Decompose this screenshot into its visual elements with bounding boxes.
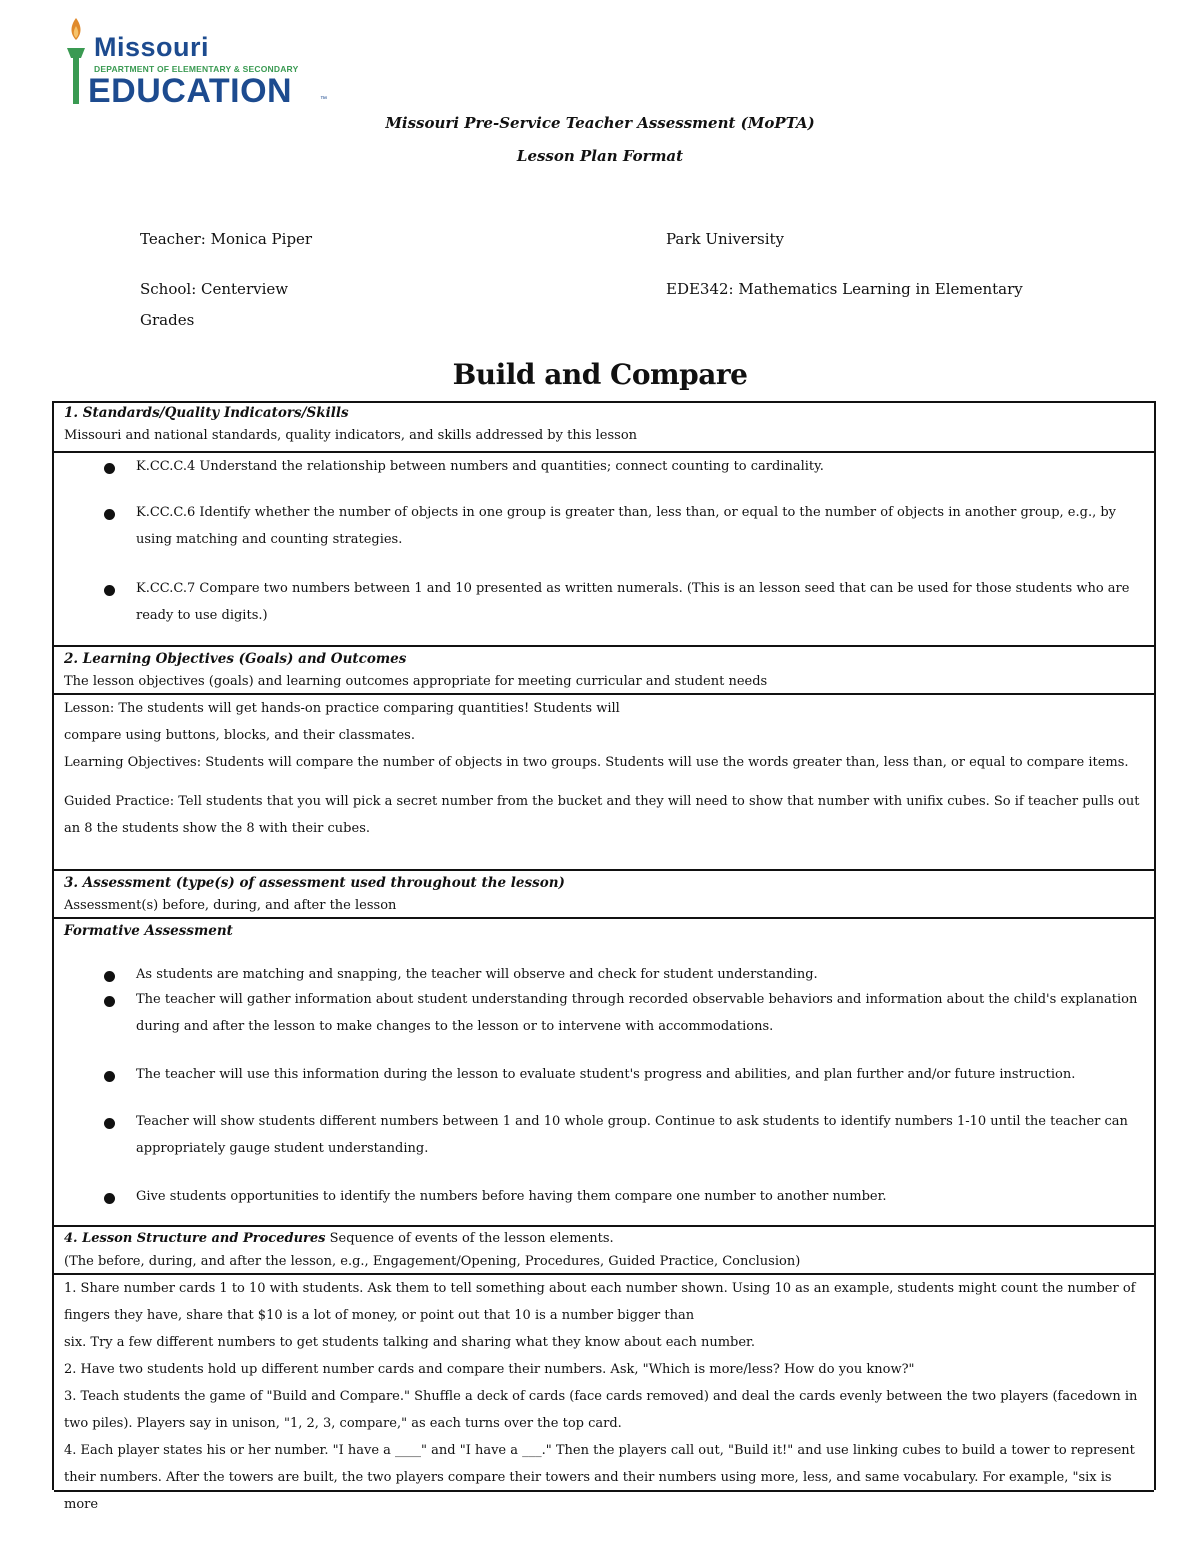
logo-trademark: ™ xyxy=(320,96,327,103)
bullet-icon xyxy=(104,1193,115,1204)
document-header-title: Missouri Pre-Service Teacher Assessment (MoPTA) xyxy=(385,114,815,132)
list-item-text: K.CC.C.7 Compare two numbers between 1 and 10 presented as written numerals. (This is an lesson seed that can be used for those students who are ready to use digits.) xyxy=(136,581,1130,623)
lesson-plan-table xyxy=(52,401,1156,1512)
section-subheading: Missouri and national standards, quality indicators, and skills addressed by this lesson xyxy=(64,428,638,443)
section-heading-rest: Sequence of events of the lesson elements. xyxy=(325,1231,614,1246)
paragraph: 4. Each player states his or her number. "I have a ____" and "I have a ___." Then the players call out, "Build it!" and use linking cubes to build a tower to represent their numbers. After the towers are built, the two players compare their towers and their numbers using more, less, and same vocabulary. For example, "six is more xyxy=(64,1443,1135,1512)
section-heading: 4. Lesson Structure and Procedures xyxy=(64,1231,326,1246)
section-2-header xyxy=(54,645,1154,695)
section-3-header xyxy=(54,869,1154,919)
list-item-text: The teacher will gather information about student understanding through recorded observable behaviors and information about the child's explanation during and after the lesson to make changes to the lesson or to intervene with accommodations. xyxy=(136,992,1138,1034)
document-header-subtitle: Lesson Plan Format xyxy=(516,147,684,165)
section-1-header xyxy=(54,401,1154,453)
section-1-body xyxy=(54,451,1154,647)
lesson-title: Build and Compare xyxy=(452,358,748,391)
paragraph: 2. Have two students hold up different number cards and compare their numbers. Ask, "Which is more/less? How do you know?" xyxy=(64,1362,915,1377)
grades-label: Grades xyxy=(140,311,195,329)
bullet-icon xyxy=(104,463,115,474)
list-item-text: As students are matching and snapping, the teacher will observe and check for student understanding. xyxy=(136,967,818,982)
section-subheading: The lesson objectives (goals) and learning outcomes appropriate for meeting curricular and student needs xyxy=(64,674,768,689)
logo-wordmark-missouri: Missouri xyxy=(94,32,210,62)
list-item-text: The teacher will use this information during the lesson to evaluate student's progress and abilities, and plan further and/or future instruction. xyxy=(136,1067,1076,1082)
section-3-body xyxy=(54,917,1154,1227)
paragraph: Lesson: The students will get hands-on practice comparing quantities! Students will xyxy=(64,701,620,716)
paragraph: Guided Practice: Tell students that you will pick a secret number from the bucket and they will need to show that number with unifix cubes. So if teacher pulls out an 8 the students show the 8 with their cubes. xyxy=(64,794,1140,836)
logo-wordmark-education: EDUCATION xyxy=(88,72,293,110)
bullet-icon xyxy=(104,971,115,982)
bullet-icon xyxy=(104,585,115,596)
section-4-body xyxy=(54,1273,1154,1512)
course-name: EDE342: Mathematics Learning in Elementary xyxy=(666,280,1023,298)
formative-assessment-heading: Formative Assessment xyxy=(64,923,233,939)
section-subheading: (The before, during, and after the lesson, e.g., Engagement/Opening, Procedures, Guided Practice, Conclusion) xyxy=(64,1254,801,1269)
logo-department-line: DEPARTMENT OF ELEMENTARY & SECONDARY xyxy=(94,64,299,74)
school-name: School: Centerview xyxy=(140,280,289,298)
section-heading: 1. Standards/Quality Indicators/Skills xyxy=(64,405,349,421)
section-subheading: Assessment(s) before, during, and after the lesson xyxy=(64,898,397,913)
paragraph: 1. Share number cards 1 to 10 with students. Ask them to tell something about each number shown. Using 10 as an example, students might count the number of fingers they have, share that $10 is a lot of money, or point out that 10 is a number bigger than xyxy=(64,1281,1136,1323)
list-item-text: K.CC.C.6 Identify whether the number of objects in one group is greater than, less than, or equal to the number of objects in another group, e.g., by using matching and counting strategies. xyxy=(136,505,1117,547)
bullet-icon xyxy=(104,1071,115,1082)
section-heading: 3. Assessment (type(s) of assessment used throughout the lesson) xyxy=(64,875,565,891)
section-2-body xyxy=(54,693,1154,869)
list-item-text: Teacher will show students different numbers between 1 and 10 whole group. Continue to ask students to identify numbers 1-10 until the teacher can appropriately gauge student understanding. xyxy=(136,1114,1128,1156)
bullet-icon xyxy=(104,1118,115,1129)
bullet-icon xyxy=(104,509,115,520)
missouri-education-logo xyxy=(62,14,342,110)
paragraph: six. Try a few different numbers to get students talking and sharing what they know about each number. xyxy=(64,1335,755,1350)
university-name: Park University xyxy=(666,230,785,248)
paragraph: Learning Objectives: Students will compare the number of objects in two groups. Students will use the words greater than, less than, or equal to compare items. xyxy=(64,755,1129,770)
teacher-name: Teacher: Monica Piper xyxy=(140,230,313,248)
list-item-text: K.CC.C.4 Understand the relationship between numbers and quantities; connect counting to cardinality. xyxy=(136,459,824,474)
paragraph: 3. Teach students the game of "Build and Compare." Shuffle a deck of cards (face cards removed) and deal the cards evenly between the two players (facedown in two piles). Players say in unison, "1, 2, 3, compare," as each turns over the top card. xyxy=(64,1389,1138,1431)
paragraph: compare using buttons, blocks, and their classmates. xyxy=(64,728,415,743)
list-item-text: Give students opportunities to identify the numbers before having them compare one number to another number. xyxy=(136,1189,887,1204)
section-4-header xyxy=(54,1225,1154,1275)
section-heading-line xyxy=(64,1231,614,1246)
bullet-icon xyxy=(104,996,115,1007)
section-heading: 2. Learning Objectives (Goals) and Outcomes xyxy=(64,651,407,667)
